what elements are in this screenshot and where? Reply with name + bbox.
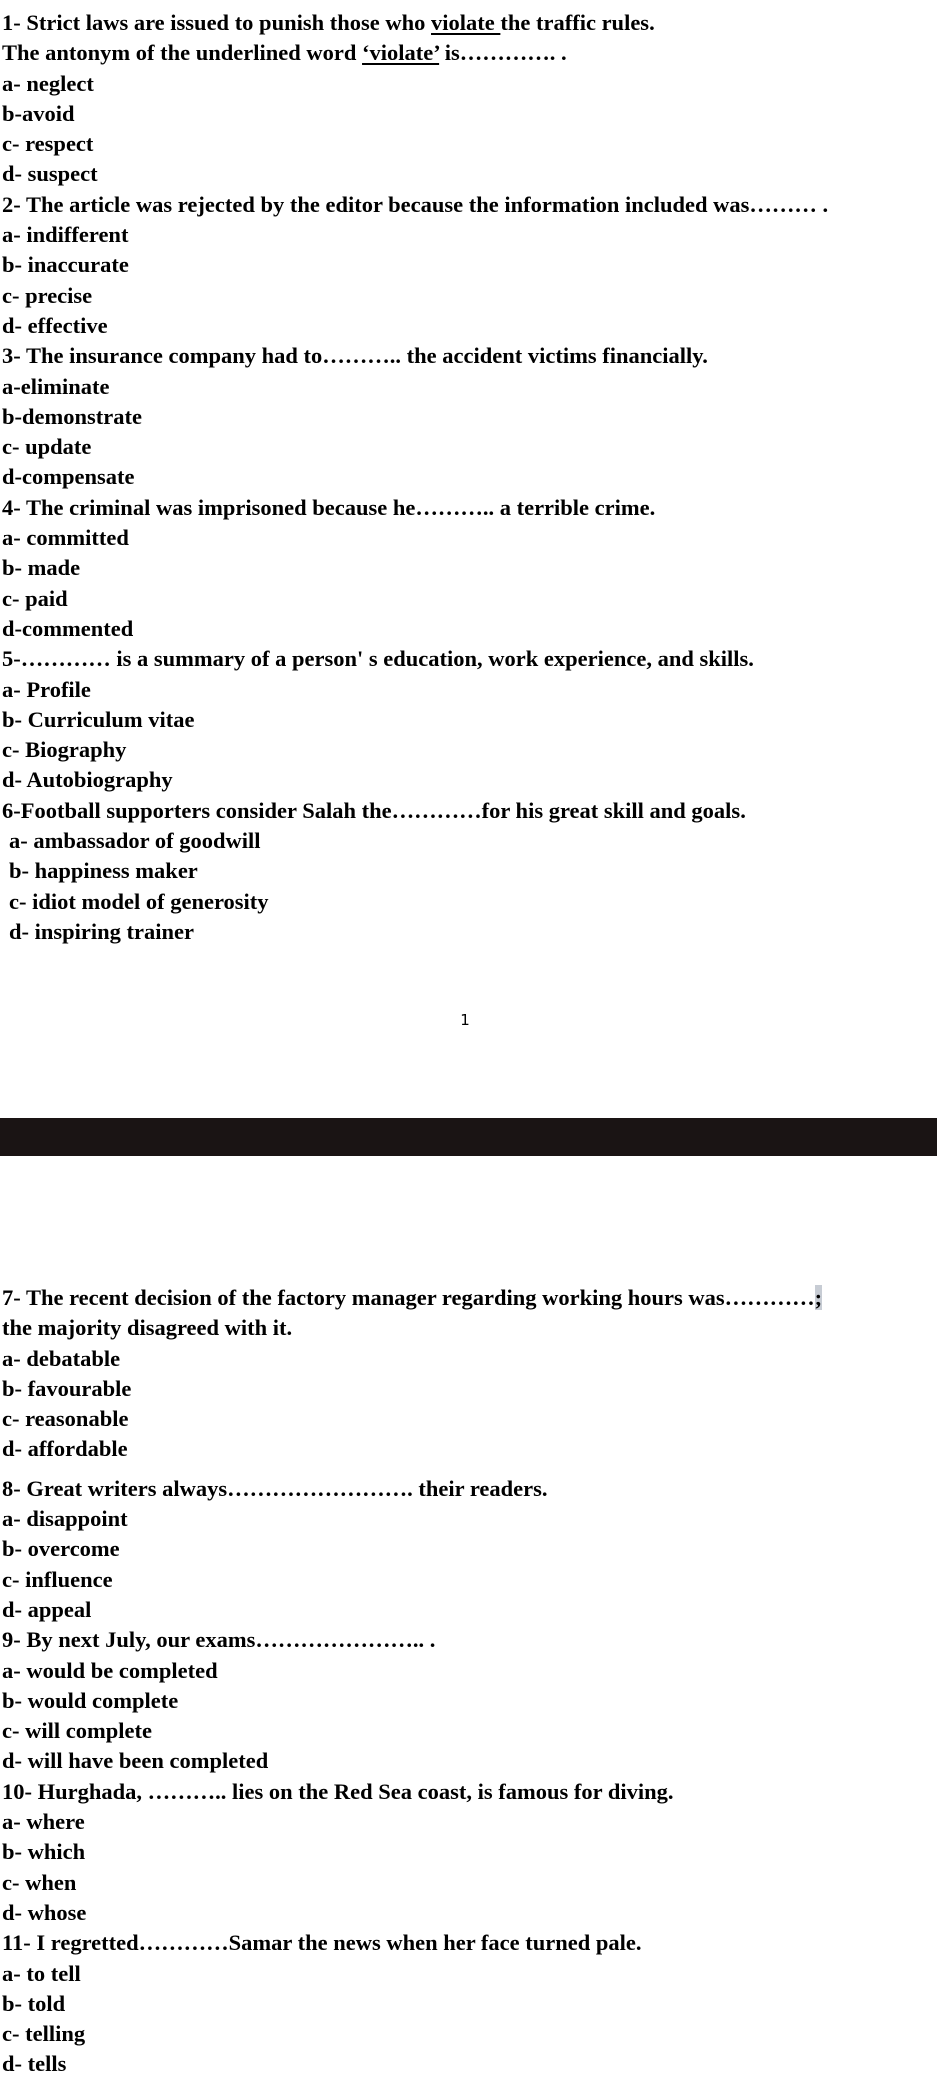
option-d: d- tells [2, 2051, 67, 2077]
option-b: b- inaccurate [2, 252, 129, 278]
option-a: a- committed [2, 525, 129, 551]
option-c: c- respect [2, 131, 94, 157]
quoted-word: ‘violate’ [362, 40, 440, 66]
instruction-text: The antonym of the underlined word [2, 40, 363, 66]
option-d: d- effective [2, 312, 108, 338]
question-9 [0, 1625, 937, 1776]
question-8 [0, 1474, 937, 1625]
question-1-stem-text: 1- Strict laws are issued to punish those who [2, 10, 432, 35]
question-6 [0, 796, 937, 947]
option-a: a- debatable [2, 1345, 121, 1371]
option-a: a- indifferent [2, 222, 129, 248]
highlighted-semicolon: ; [814, 1285, 823, 1310]
question-3 [0, 341, 937, 492]
option-b: b- would complete [2, 1687, 179, 1713]
question-4-stem: 4- The criminal was imprisoned because he……….. a terrible crime. [2, 494, 656, 520]
option-c: c- influence [2, 1566, 113, 1592]
option-d: d- appeal [2, 1596, 92, 1622]
option-d: d- suspect [2, 161, 98, 187]
question-5 [0, 644, 937, 795]
page-1 [0, 8, 937, 947]
option-d: d- inspiring trainer [9, 918, 195, 944]
question-1-stem [0, 8, 937, 38]
option-a: a- disappoint [2, 1506, 128, 1532]
question-5-stem: 5-………… is a summary of a person' s education, work experience, and skills. [2, 646, 754, 672]
option-b: b- made [2, 555, 81, 581]
question-3-stem: 3- The insurance company had to……….. the accident victims financially. [2, 343, 708, 369]
question-10 [0, 1777, 937, 1928]
question-1 [0, 8, 937, 190]
option-a: a-eliminate [2, 373, 110, 399]
question-2-stem: 2- The article was rejected by the editor because the information included was……… . [2, 191, 829, 217]
option-c: c- paid [2, 585, 68, 611]
option-b: b-demonstrate [2, 403, 142, 429]
page-2 [0, 1283, 937, 2080]
option-b: b- happiness maker [9, 858, 198, 884]
question-7-stem-text: 7- The recent decision of the factory manager regarding working hours was………… [2, 1285, 815, 1310]
option-d: d-compensate [2, 464, 135, 490]
question-7-stem [0, 1283, 937, 1313]
option-b: b- Curriculum vitae [2, 706, 195, 732]
option-d: d- affordable [2, 1436, 128, 1462]
question-9-stem: 9- By next July, our exams………………….. . [2, 1627, 436, 1653]
question-11 [0, 1928, 937, 2079]
option-d: d- will have been completed [2, 1748, 269, 1774]
option-b: b- overcome [2, 1536, 120, 1562]
question-7 [0, 1283, 937, 1465]
option-c: c- update [2, 434, 92, 460]
option-c: c- precise [2, 282, 93, 308]
page-number: 1 [460, 1011, 470, 1029]
question-4 [0, 493, 937, 644]
option-c: c- will complete [2, 1718, 152, 1744]
page-break-divider [0, 1118, 937, 1156]
option-c: c- reasonable [2, 1406, 129, 1432]
option-a: a- neglect [2, 70, 94, 96]
instruction-blank: is…………. . [439, 40, 567, 66]
option-d: d- whose [2, 1899, 87, 1925]
option-d: d-commented [2, 615, 134, 641]
option-a: a- to tell [2, 1960, 81, 1986]
question-6-stem: 6-Football supporters consider Salah the…………for his great skill and goals. [2, 797, 746, 823]
option-c: c- when [2, 1869, 77, 1895]
option-a: a- would be completed [2, 1657, 218, 1683]
option-c: c- Biography [2, 737, 127, 763]
option-b: b-avoid [2, 100, 75, 126]
option-b: b- told [2, 1990, 66, 2016]
option-c: c- telling [2, 2021, 86, 2047]
question-1-instruction [0, 38, 937, 68]
option-a: a- Profile [2, 676, 91, 702]
option-c: c- idiot model of generosity [9, 888, 269, 914]
question-2 [0, 190, 937, 341]
option-a: a- where [2, 1809, 85, 1835]
question-1-stem-text-end: the traffic rules. [500, 10, 655, 35]
question-11-stem: 11- I regretted…………Samar the news when her face turned pale. [2, 1930, 642, 1956]
option-d: d- Autobiography [2, 767, 173, 793]
question-8-stem: 8- Great writers always……………………. their readers. [2, 1475, 548, 1501]
option-a: a- ambassador of goodwill [9, 828, 261, 854]
option-b: b- favourable [2, 1375, 132, 1401]
option-b: b- which [2, 1839, 86, 1865]
question-7-stem-continued: the majority disagreed with it. [2, 1315, 293, 1341]
underlined-word: violate [431, 10, 501, 35]
question-10-stem: 10- Hurghada, ……….. lies on the Red Sea coast, is famous for diving. [2, 1778, 674, 1804]
